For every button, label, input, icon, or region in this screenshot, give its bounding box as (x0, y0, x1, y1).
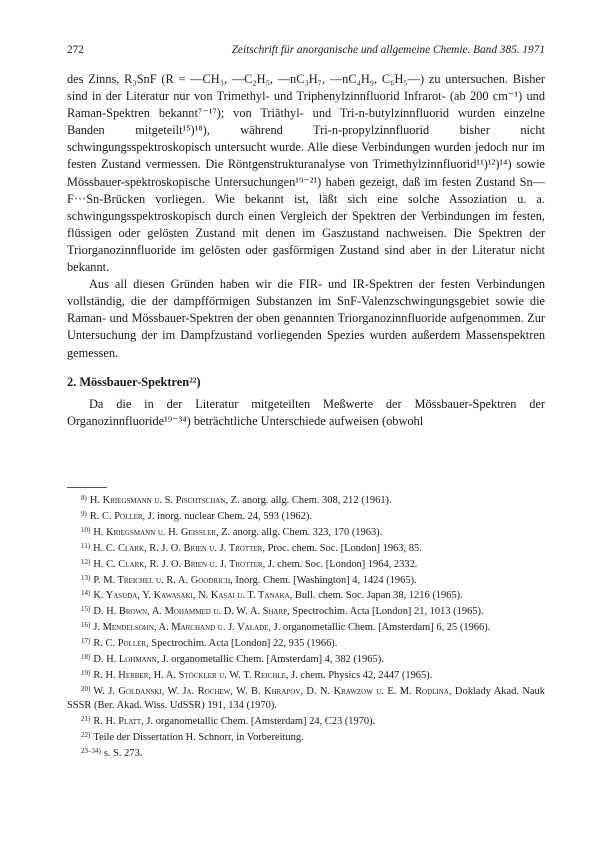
footnote-text: Teile der Dissertation H. Schnorr, in Vorbereitung. (93, 731, 304, 743)
footnote-authors: W. J. Goldanski, W. Ja. Rochew, W. B. Khrapov, D. N. Krawzow u. E. M. Rodlina, (93, 685, 452, 697)
footnote-authors: D. H. Brown, A. Mohammed u. D. W. A. Sharp, (93, 606, 290, 618)
footnote-number: 22) (81, 730, 91, 739)
footnote (67, 745, 545, 761)
footnote (67, 587, 545, 603)
running-header (67, 44, 545, 56)
footnote (67, 619, 545, 635)
footnote-rule (67, 487, 107, 488)
footnote-number: 8) (81, 494, 87, 502)
footnote-text: Spectrochim. Acta [London] 22, 935 (1966). (148, 638, 338, 650)
footnote-text: J. chem. Physics 42, 2447 (1965). (288, 669, 433, 681)
footnote (67, 524, 545, 540)
paragraph-2: Aus all diesen Gründen haben wir die FIR- und IR-Spektren der festen Verbindungen vollständig, die der dampfförmigen Substanzen im SnF-Valenzschwingungsgebiet sowie die Raman- und Mössbauer-Spektren der oben genannten Triorganozinnfluoride aufgenommen. Zur Untersuchung der im Dampfzustand vorliegenden Spezies wurden außerdem Massenspektren gemessen. (67, 277, 545, 360)
footnotes (67, 492, 545, 760)
footnote-number: 16) (81, 621, 91, 630)
footnote-authors: R. H. Platt, (93, 715, 144, 727)
page-number: 272 (67, 44, 84, 56)
footnote-text: J. chem. Soc. [London] 1964, 2332. (265, 558, 418, 570)
footnote-authors: R. C. Poller, (89, 510, 146, 522)
footnote-text: Z. anorg. allg. Chem. 323, 170 (1963). (218, 526, 383, 538)
footnote (67, 556, 545, 572)
footnote-text: Doklady Akad. Nauk SSSR (Ber. Akad. Wiss. UdSSR) 191, 134 (1970). (67, 685, 545, 711)
footnote-number: 21) (81, 714, 91, 723)
footnote-number: 20) (81, 684, 91, 693)
footnote-text: Z. anorg. allg. Chem. 308, 212 (1961). (228, 495, 392, 506)
footnote-authors: H. C. Clark, R. J. O. Brien u. J. Trotter, (93, 542, 265, 554)
footnote-number: 15) (81, 605, 91, 614)
footnote (67, 667, 545, 683)
footnote-number: 11) (81, 541, 91, 550)
footnote-text: s. S. 273. (103, 747, 143, 759)
running-title: Zeitschrift für anorganische und allgemeine Chemie. Band 385. 1971 (231, 44, 545, 56)
paragraph-1: des Zinns, R₃SnF (R = —CH₃, —C₂H₅, —nC₃H₇, —nC₄H₉, C₆H₅—) zu untersuchen. Bisher sind in der Literatur nur von Trimethyl- und Triphenylzinnfluorid Infrarot- (ab 200 cm⁻¹) und Raman-Spektren bekannt⁷⁻¹⁷); von Triäthyl- und Tri-n-butylzinnfluorid wurden einzelne Banden mitgeteilt¹⁵)¹⁸), während Tri-n-propylzinnfluorid bisher nicht schwingungsspektroskopisch untersucht wurde. Alle diese Verbindungen wurden jedoch nur im festen Zustand vermessen. Die Röntgenstrukturanalyse von Trimethylzinnfluorid¹¹)¹²)¹⁴) sowie Mössbauer-spektroskopische Untersuchungen¹⁹⁻²¹) haben gezeigt, daß im festen Zustand Sn—F···Sn-Brücken vorliegen. Wie bekannt ist, läßt sich eine solche Assoziation u. a. schwingungsspektroskopisch durch einen Vergleich der Spektren der Verbindungen im festen, flüssigen oder gelösten Zustand mit denen im Gaszustand nachweisen. Die Spektren der Triorganozinnfluoride im gelösten oder gasförmigen Zustand sind aber in der Literatur nicht bekannt. (67, 72, 545, 275)
section-heading: 2. Mössbauer-Spektren²²) (67, 374, 201, 389)
footnote-text: Inorg. Chem. [Washington] 4, 1424 (1965). (232, 574, 417, 586)
footnote-text: Spectrochim. Acta [London] 21, 1013 (1965). (289, 606, 484, 618)
footnote-number: 9) (81, 509, 87, 518)
footnote-authors: H. C. Clark, R. J. O. Brien u. J. Trotter, (93, 558, 266, 570)
footnote (67, 572, 545, 588)
footnote-number: 10) (81, 525, 91, 534)
footnote-number: 23–34) (81, 746, 101, 755)
footnote-number: 12) (81, 557, 91, 566)
paragraph-3: Da die in der Literatur mitgeteilten Meßwerte der Mössbauer-Spektren der Organozinnfluoride¹⁹⁻³⁴) beträchtliche Unterschiede aufweisen (obwohl (67, 396, 545, 428)
footnote (67, 540, 545, 556)
footnote (67, 603, 545, 619)
footnote-number: 19) (81, 668, 91, 677)
footnote (67, 635, 545, 651)
footnote (67, 683, 545, 713)
footnote-authors: H. Kriegsmann u. H. Geissler, (93, 526, 219, 538)
footnote-text: J. organometallic Chem. [Amsterdam] 6, 25 (1966). (271, 622, 491, 634)
footnote (67, 729, 545, 745)
footnote-authors: P. M. Treichel u. R. A. Goodrich, (93, 574, 233, 586)
footnote-number: 18) (81, 653, 91, 662)
footnote-number: 17) (81, 637, 91, 646)
footnote-text: J. organometallic Chem. [Amsterdam] 24, C23 (1970). (143, 715, 376, 727)
footnote (67, 651, 545, 667)
footnote (67, 713, 545, 729)
footnote-authors: K. Yasuda, Y. Kawasaki, N. Kasai u. T. Tanaka, (93, 590, 293, 602)
footnote-authors: R. C. Poller, (93, 638, 149, 650)
footnote-number: 13) (81, 573, 91, 582)
footnote-authors: H. Kriegsmann u. S. Pischtschan, (89, 495, 229, 506)
footnote (67, 492, 545, 508)
footnote-text: J. organometallic Chem. [Amsterdam] 4, 382 (1965). (159, 654, 384, 666)
footnote-text: Bull. chem. Soc. Japan 38, 1216 (1965). (292, 590, 463, 602)
footnote-authors: D. H. Lohmann, (93, 654, 160, 666)
main-text (67, 71, 545, 430)
footnote-text: J. inorg. nuclear Chem. 24, 593 (1962). (145, 510, 312, 522)
footnote (67, 508, 545, 524)
footnote-number: 14) (81, 589, 91, 598)
footnote-text: Proc. chem. Soc. [London] 1963, 85. (264, 542, 422, 554)
footnote-authors: R. H. Herber, H. A. Stöckler u. W. T. Reichle, (93, 669, 289, 681)
footnote-authors: J. Mendelsohn, A. Marchand u. J. Valade, (93, 622, 272, 634)
